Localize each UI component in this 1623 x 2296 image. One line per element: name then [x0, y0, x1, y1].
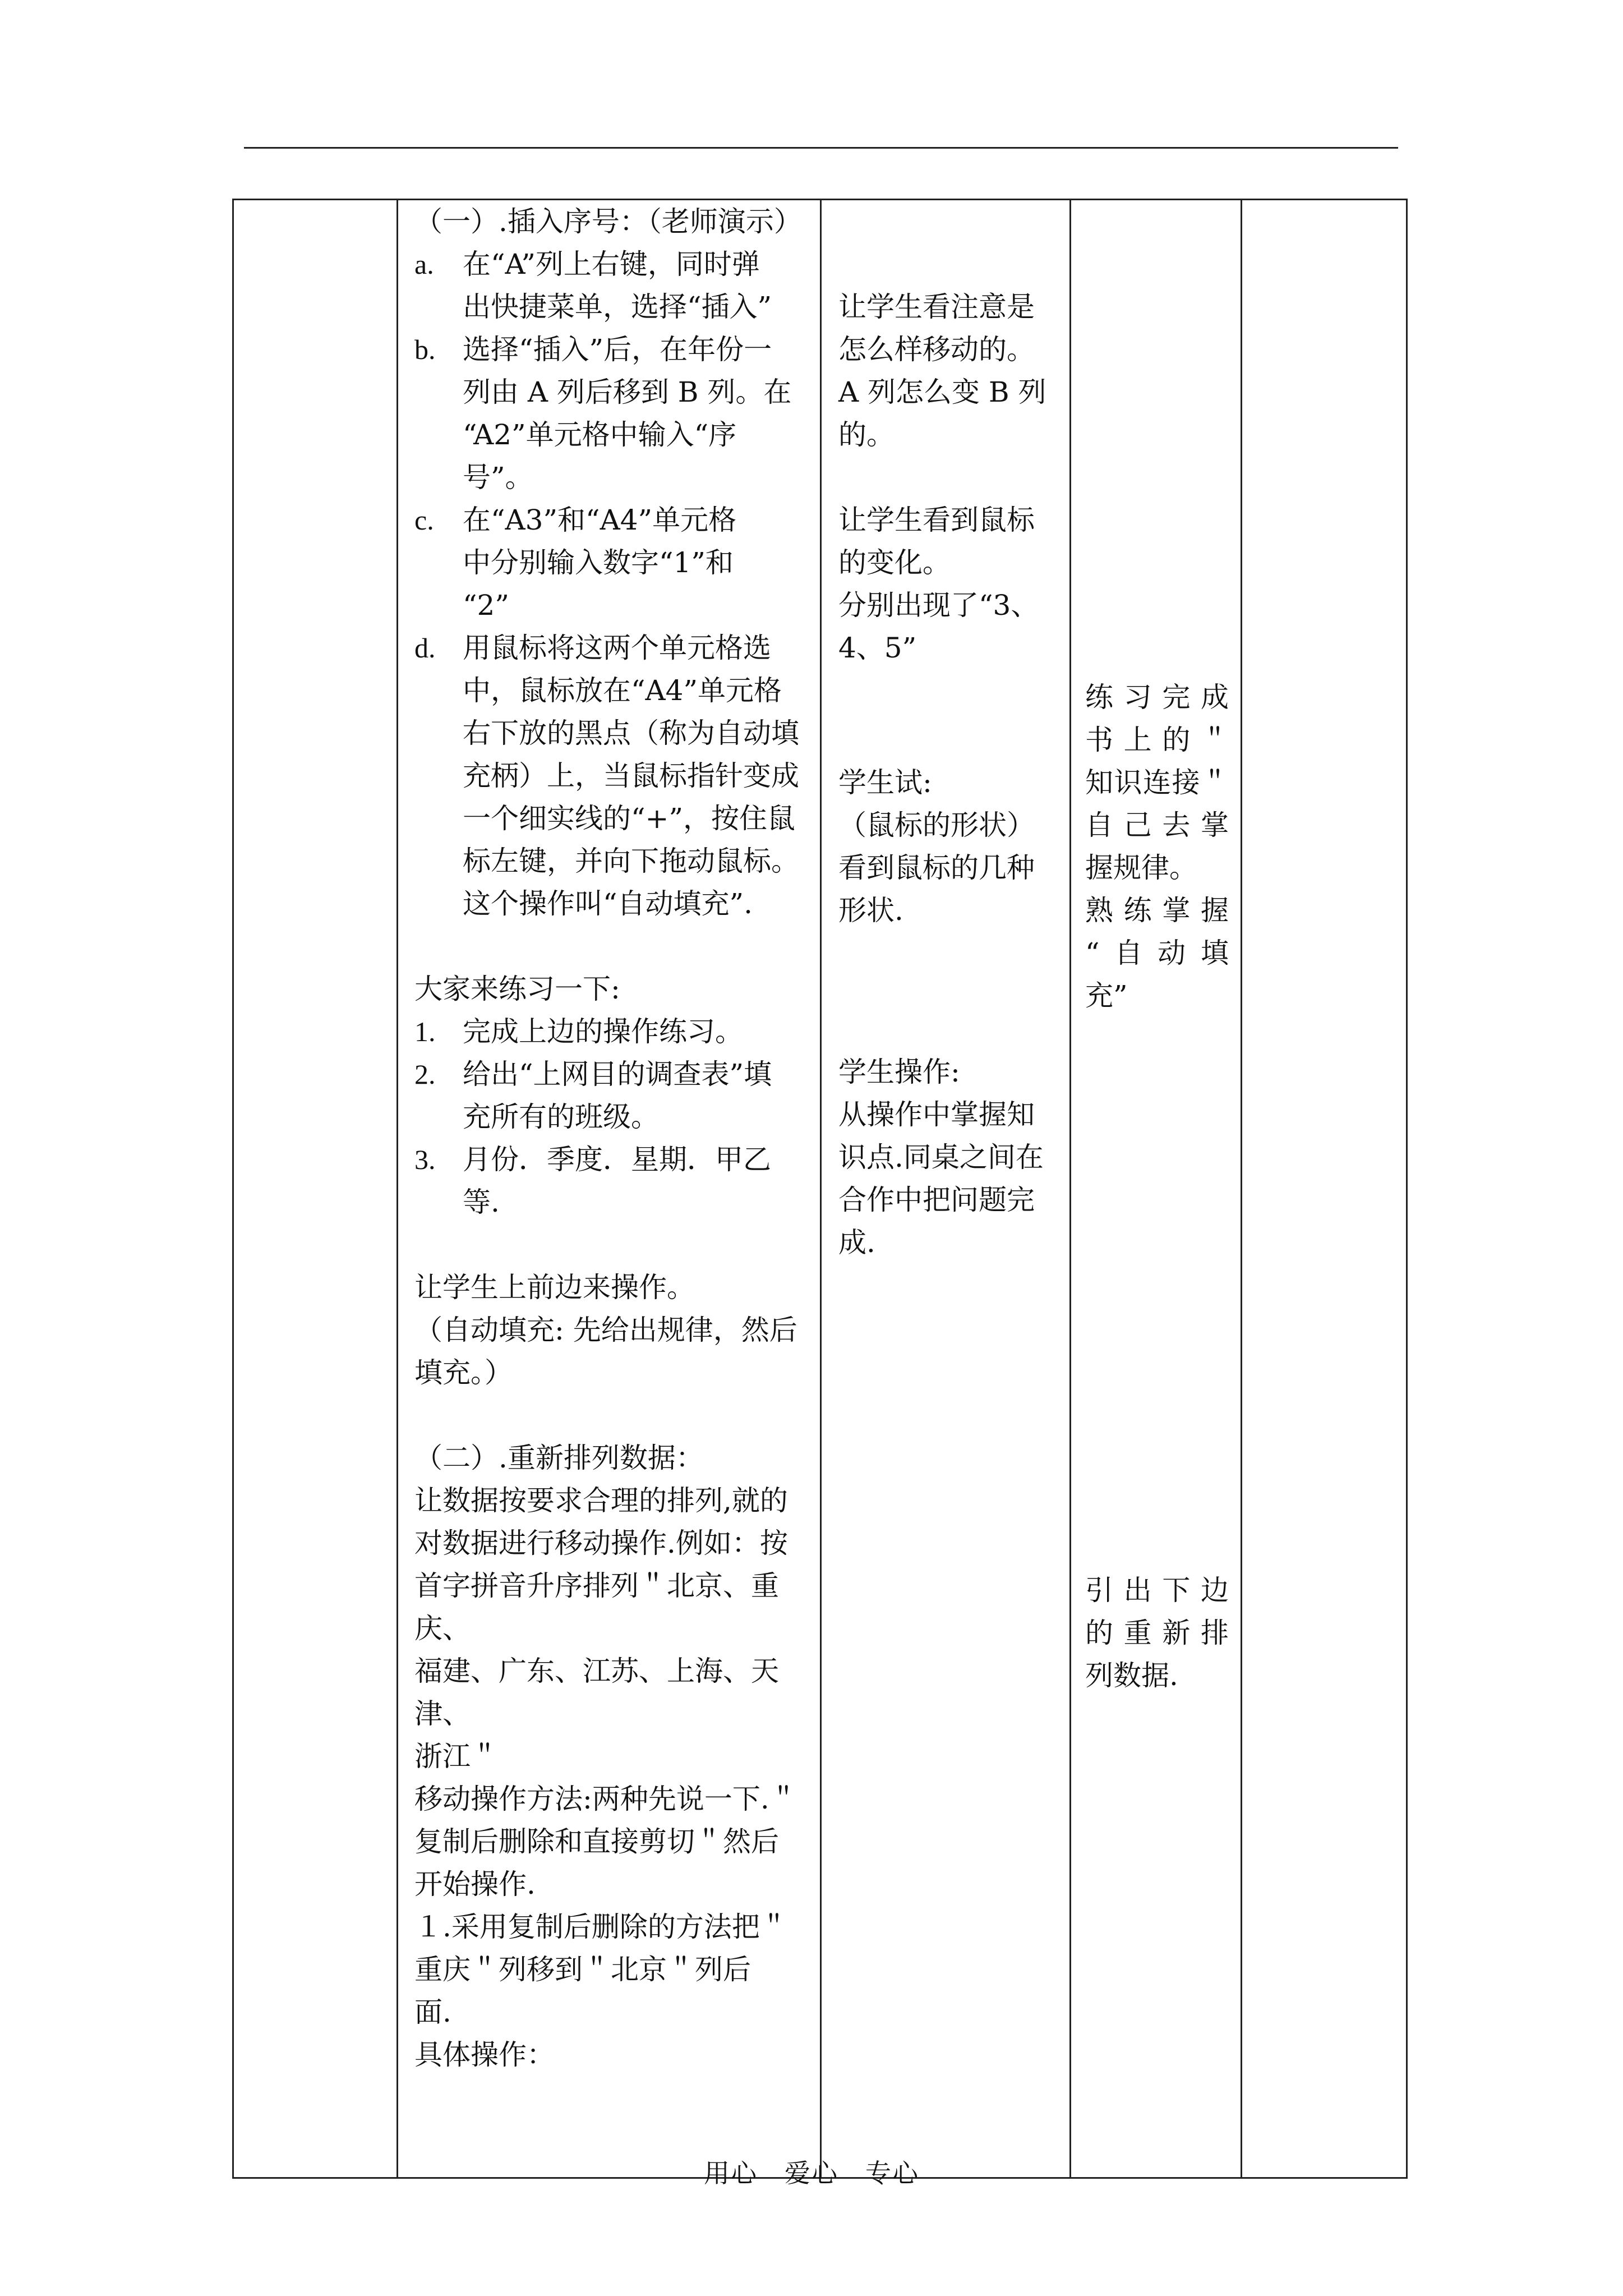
student-note [838, 1051, 1062, 1264]
practice-line: 完成上边的操作练习。 [463, 1015, 743, 1048]
note-line: 4、5” [838, 632, 917, 664]
lesson-table [232, 199, 1408, 2179]
paragraph-line: （自动填充: 先给出规律，然后 [414, 1314, 797, 1346]
paragraph-line: 开始操作. [414, 1868, 536, 1901]
step-line: 中，鼠标放在“A4”单元格 [463, 674, 782, 707]
page-footer: 用心 爱心 专心 [704, 2158, 919, 2188]
note-line: 的。 [838, 418, 895, 451]
note-line: 学生试: [838, 766, 932, 799]
step-line: 选择“插入”后，在年份一 [463, 333, 772, 366]
step-marker: c. [414, 504, 434, 536]
note-line: 的变化。 [838, 546, 951, 579]
step-line: 中分别输入数字“1”和 [463, 546, 734, 579]
paragraph-line: 浙江＂ [414, 1740, 499, 1773]
note-line: 分别出现了“3、 [838, 589, 1039, 622]
step-line: 在“A”列上右键，同时弹 [463, 248, 760, 280]
practice-line: 充所有的班级。 [463, 1101, 659, 1133]
student-note [838, 286, 1062, 456]
step-line: 号”。 [463, 461, 533, 494]
step-marker: d. [414, 632, 436, 664]
note-line: 形状. [838, 894, 903, 927]
practice-item [414, 1138, 807, 1223]
step-item [414, 499, 807, 627]
note-line: 从操作中掌握知 [838, 1098, 1035, 1131]
paragraph-line: 移动操作方法:两种先说一下.＂ [414, 1783, 797, 1815]
intent-line: 充” [1085, 979, 1128, 1012]
practice-item [414, 1053, 807, 1138]
step-line: 用鼠标将这两个单元格选 [463, 632, 771, 664]
intent-line: 引出下边 [1085, 1574, 1229, 1607]
intent-line: 书上的＂ [1085, 724, 1229, 756]
intent-line: 自己去掌 [1085, 809, 1229, 841]
column-divider [396, 200, 398, 2177]
column-divider [1241, 200, 1242, 2177]
paragraph-line: 首字拼音升序排列＂北京、重庆、 [414, 1570, 779, 1645]
note-line: 让学生看注意是 [838, 291, 1035, 323]
practice-marker: 2. [414, 1059, 436, 1090]
note-line: （鼠标的形状） [838, 809, 1035, 841]
step-line: 出快捷菜单，选择“插入” [463, 291, 772, 323]
paragraph-line: 对数据进行移动操作.例如：按 [414, 1527, 788, 1559]
note-line: 学生操作: [838, 1056, 960, 1088]
practice-title: 大家来练习一下: [414, 973, 620, 1005]
paragraph-line: 填充。） [414, 1356, 513, 1389]
step-item [414, 627, 807, 925]
step-marker: b. [414, 334, 436, 365]
step-item [414, 243, 807, 328]
paragraph-line: 福建、广东、江苏、上海、天津、 [414, 1655, 779, 1730]
section2-title: （二）.重新排列数据： [414, 1442, 704, 1474]
step-marker: a. [414, 249, 434, 280]
step-line: 充柄）上，当鼠标指针变成 [463, 760, 799, 792]
practice-line: 月份．季度．星期．甲乙 [463, 1143, 771, 1176]
paragraph-line: 让数据按要求合理的排列,就的 [414, 1484, 788, 1517]
intent-line: 的重新排 [1085, 1617, 1229, 1649]
step-line: 一个细实线的“+”，按住鼠 [463, 802, 796, 835]
teaching-content-cell [414, 200, 807, 2076]
step-item [414, 328, 807, 499]
column-divider [1069, 200, 1071, 2177]
practice-line: 等. [463, 1186, 500, 1218]
step-line: 列由 A 列后移到 B 列。在 [463, 376, 792, 408]
practice-marker: 3. [414, 1144, 436, 1175]
step-line: 标左键，并向下拖动鼠标。 [463, 845, 799, 877]
note-line: 怎么样移动的。 [838, 333, 1035, 366]
practice-item [414, 1010, 807, 1053]
step-line: “2” [463, 589, 509, 622]
intent-note [1085, 676, 1229, 1017]
note-line: 成. [838, 1226, 875, 1259]
paragraph-line: 具体操作： [414, 2039, 555, 2071]
student-note [838, 499, 1062, 669]
step-line: 在“A3”和“A4”单元格 [463, 504, 737, 536]
paragraph-line: 复制后删除和直接剪切＂然后 [414, 1825, 779, 1858]
practice-line: 给出“上网目的调查表”填 [463, 1058, 772, 1091]
section1-title: （一）.插入序号：（老师演示） [414, 205, 802, 238]
column-divider [820, 200, 822, 2177]
intent-line: 握规律。 [1085, 852, 1197, 884]
student-note [838, 761, 1062, 932]
step-line: 右下放的黑点（称为自动填 [463, 717, 799, 749]
paragraph-line: １.采用复制后删除的方法把＂ [414, 1911, 788, 1943]
intent-line: 熟练掌握 [1085, 894, 1229, 927]
note-line: A 列怎么变 B 列 [838, 376, 1046, 408]
paragraph-line: 重庆＂列移到＂北京＂列后 [414, 1953, 751, 1986]
note-line: 让学生看到鼠标 [838, 504, 1035, 536]
intent-line: 练习完成 [1085, 681, 1229, 714]
note-line: 合作中把问题完 [838, 1184, 1035, 1216]
header-rule [244, 147, 1398, 149]
note-line: 识点.同桌之间在 [838, 1141, 1044, 1174]
step-line: 这个操作叫“自动填充”. [463, 887, 753, 920]
intent-line: 知识连接＂ [1085, 766, 1229, 799]
step-line: “A2”单元格中输入“序 [463, 418, 737, 451]
paragraph-line: 面. [414, 1996, 451, 2028]
paragraph-line: 让学生上前边来操作。 [414, 1271, 695, 1304]
note-line: 看到鼠标的几种 [838, 852, 1035, 884]
intent-line: 列数据. [1085, 1659, 1178, 1692]
practice-marker: 1. [414, 1016, 436, 1047]
intent-note [1085, 1569, 1229, 1697]
intent-line: “自动填 [1085, 937, 1229, 969]
